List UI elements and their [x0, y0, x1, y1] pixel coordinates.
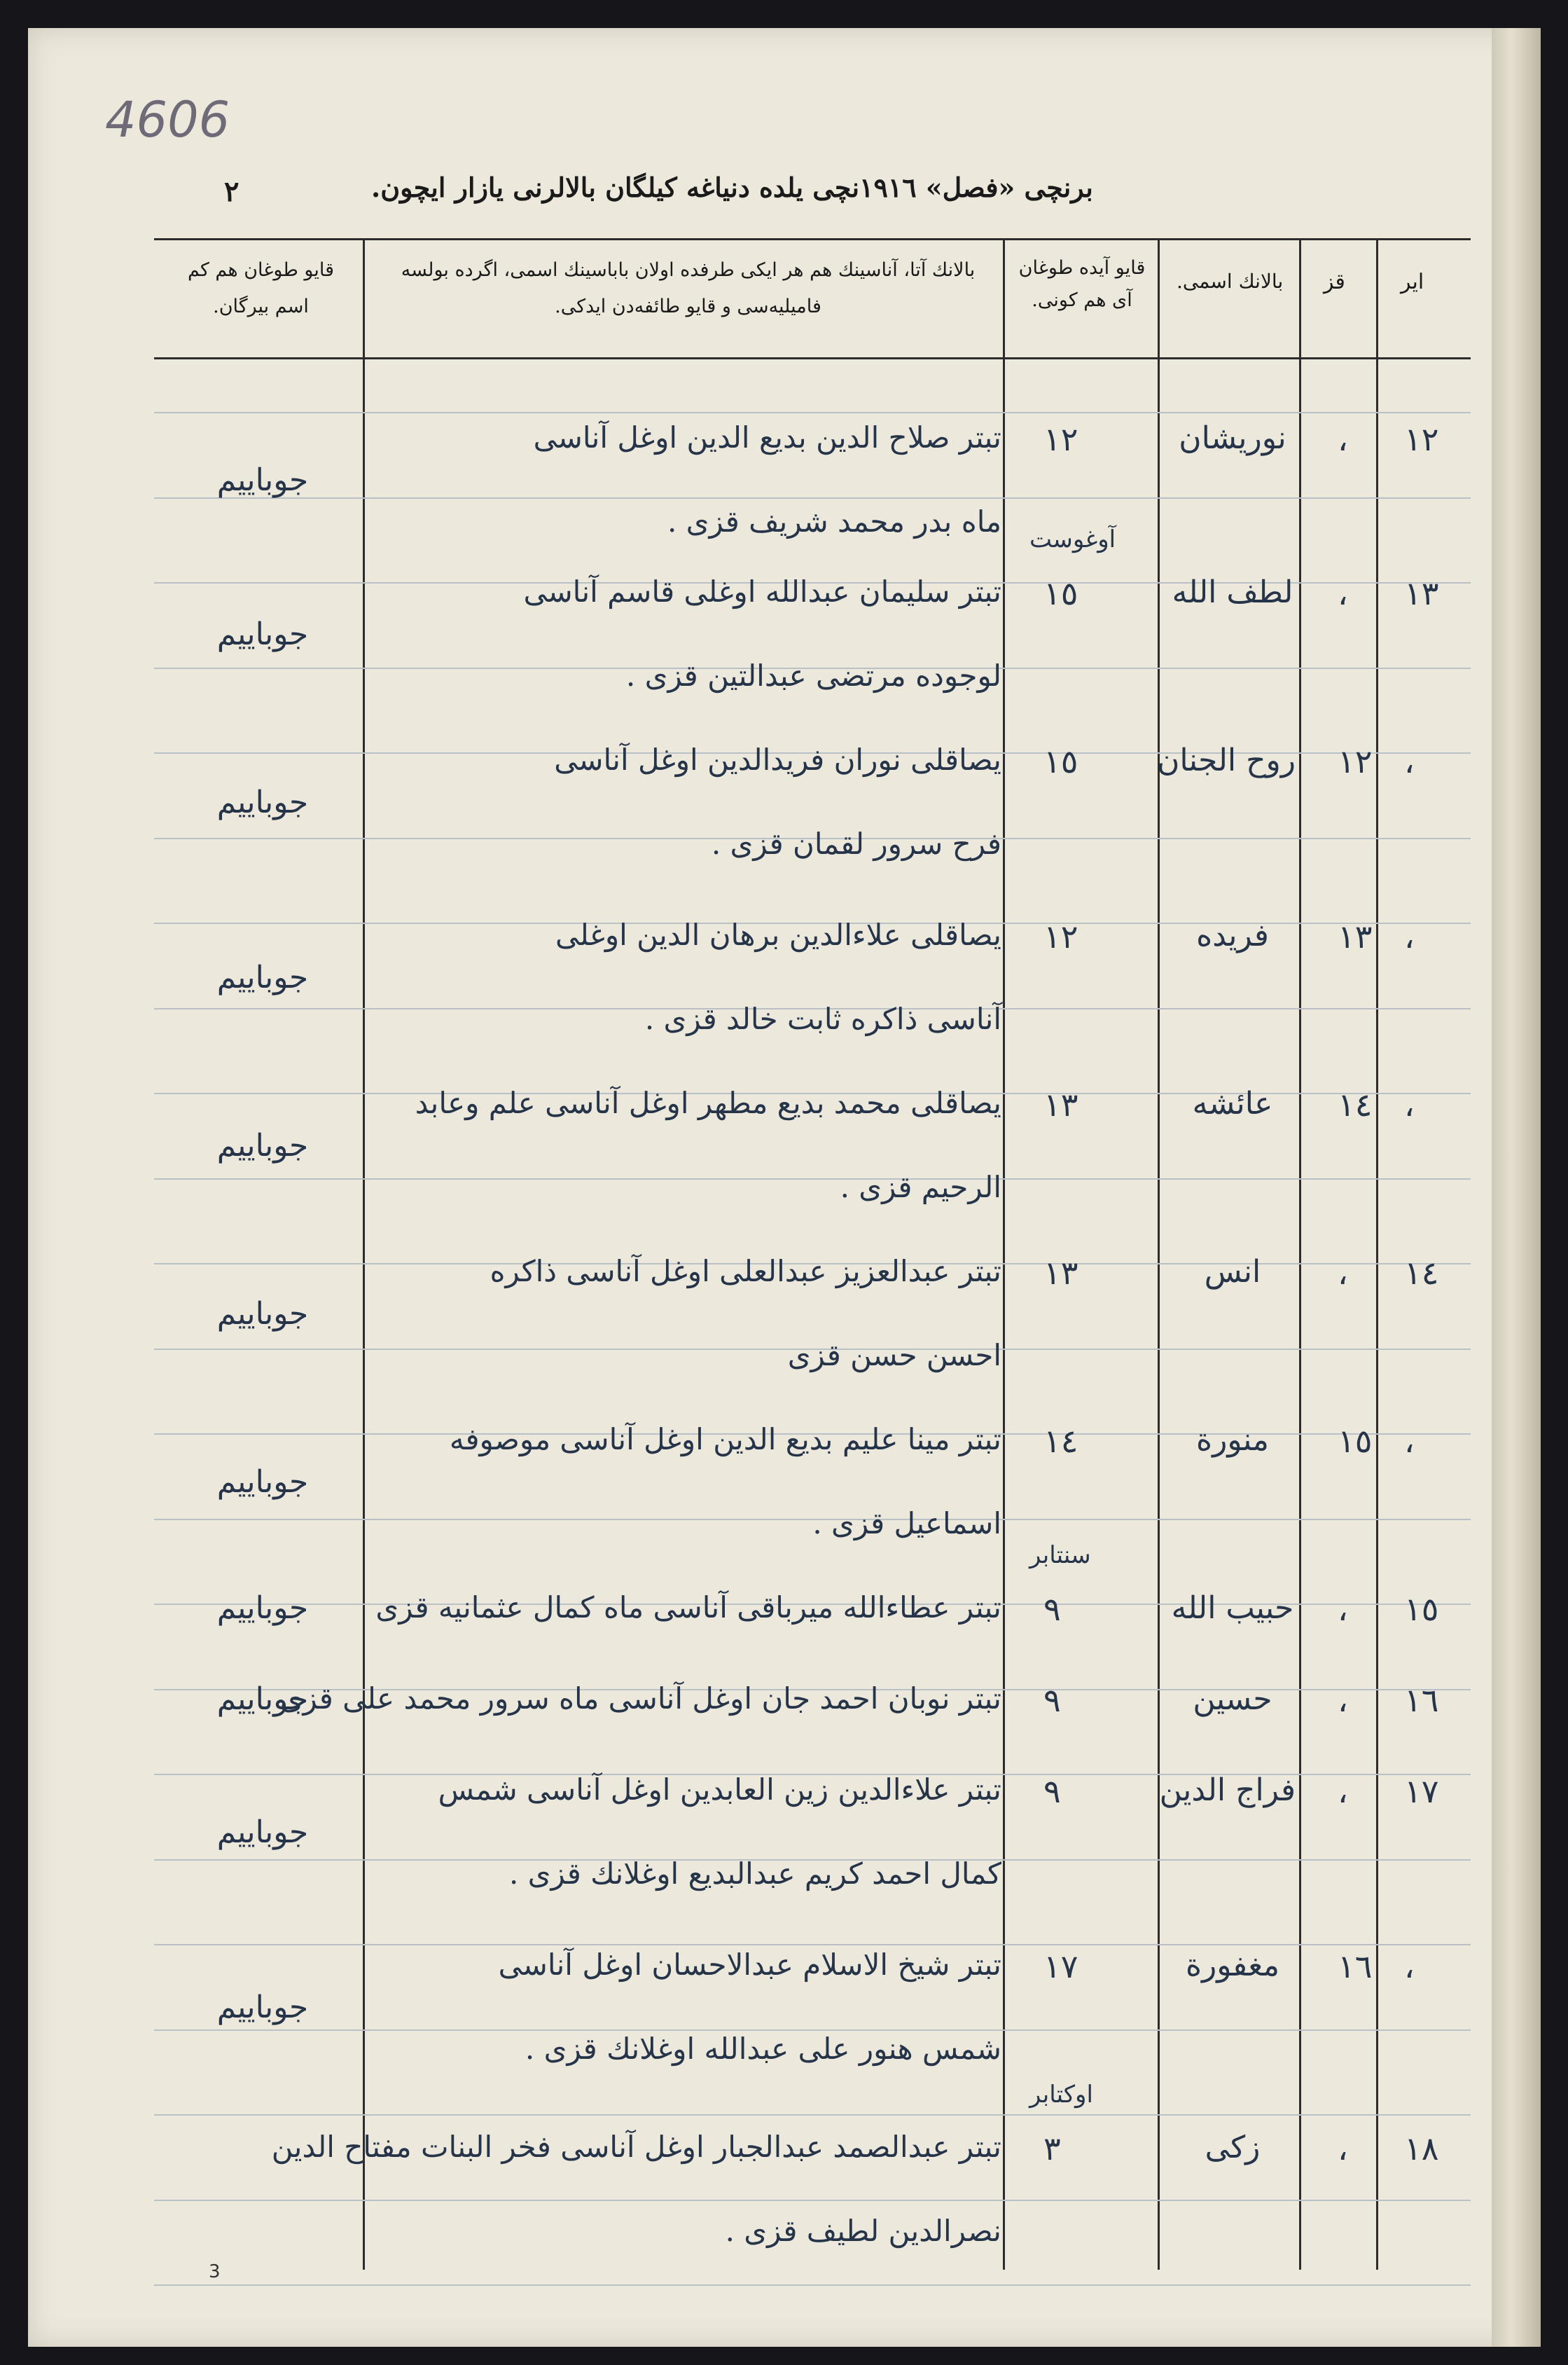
entry-parents-line: یصاقلی محمد بدیع مطهر اوغل آناسی علم وعابد: [415, 1086, 1001, 1120]
entry-parents-line: تبتر نوبان احمد جان اوغل آناسی ماه سرور محمد علی قزی: [279, 1681, 1001, 1716]
entry-parents-line: آناسی ذاکره ثابت خالد قزی .: [644, 1002, 1001, 1036]
entry-qiz: ،: [1338, 420, 1348, 458]
entry-ir: ١٣: [1404, 574, 1439, 612]
entry-parents-line: تبتر سلیمان عبدالله اوغلی قاسم آناسی: [523, 574, 1001, 609]
entry-name: فریده: [1196, 918, 1269, 953]
entry-ir: ١٦: [1404, 1681, 1439, 1719]
entry-registrar: جوباییم: [216, 1590, 309, 1626]
entry-registrar: جوباییم: [216, 1990, 309, 2025]
page-title: برنچی «فصل» ١٩١٦نچی یلده دنیاغه کیلگان بالالرنی یازار ایچون.: [371, 172, 1093, 203]
entry-qiz: ،: [1338, 1681, 1348, 1719]
header-bottom-rule: [154, 357, 1471, 359]
entry-ir: ١٧: [1404, 1772, 1439, 1810]
col-divider-registrar: [363, 238, 365, 2270]
archive-number: 4606: [105, 91, 230, 149]
entry-day: ١٥: [1043, 743, 1078, 780]
entry-name: روح الجنان: [1157, 743, 1296, 778]
entry-parents-line: یصاقلی علاءالدین برهان الدین اوغلی: [555, 918, 1001, 952]
ruled-line: [154, 412, 1471, 413]
entry-qiz: ،: [1338, 1254, 1348, 1292]
entry-day: ١٥: [1043, 574, 1078, 612]
book-spine: [1492, 28, 1541, 2347]
entry-parents-line: لوجوده مرتضی عبدالتین قزی .: [625, 659, 1001, 693]
col-header-registrar: قایو طوغان هم کم اسم بیرگان.: [188, 259, 334, 317]
entry-registrar: جوباییم: [216, 1464, 309, 1500]
entry-ir: ١٢: [1404, 420, 1439, 458]
entry-parents-line: تبتر عطاءالله میرباقی آناسی ماه کمال عثمانیه قزی: [375, 1590, 1001, 1625]
entry-day: ١٣: [1043, 1086, 1078, 1124]
col-divider-parents: [1003, 238, 1005, 2270]
entry-ir: ،: [1404, 1422, 1415, 1460]
footer-mark: 3: [209, 2261, 221, 2282]
entry-name: فراج الدین: [1159, 1772, 1296, 1808]
entry-name: حسین: [1193, 1681, 1272, 1717]
entry-name: منورة: [1196, 1422, 1269, 1458]
entry-registrar: جوباییم: [216, 1296, 309, 1332]
entry-registrar: جوباییم: [216, 1814, 309, 1850]
entry-month: سنتابر: [1029, 1541, 1091, 1569]
ruled-line: [154, 2284, 1471, 2286]
entry-parents-line: اسماعیل قزی .: [812, 1506, 1001, 1540]
entry-parents-line: یصاقلی نوران فریدالدین اوغل آناسی: [554, 743, 1001, 777]
ruled-line: [154, 2200, 1471, 2201]
entry-day: ١٤: [1043, 1422, 1078, 1460]
col-divider-qiz: [1376, 238, 1378, 2270]
entry-parents-line: کمال احمد کریم عبدالبدیع اوغلانك قزی .: [508, 1856, 1001, 1891]
entry-day: ١٧: [1043, 1947, 1078, 1985]
entry-registrar: جوباییم: [216, 960, 309, 995]
entry-day: ١٢: [1043, 918, 1078, 956]
entry-day: ١٣: [1043, 1254, 1078, 1292]
entry-parents-line: نصرالدین لطیف قزی .: [725, 2214, 1001, 2248]
entry-qiz: ،: [1338, 1772, 1348, 1810]
entry-parents-line: تبتر شیخ الاسلام عبدالاحسان اوغل آناسی: [498, 1947, 1001, 1982]
entry-day: ٣: [1043, 2130, 1061, 2167]
entry-parents-line: تبتر عبدالصمد عبدالجبار اوغل آناسی فخر البنات مفتاح الدین: [271, 2130, 1001, 2164]
entry-qiz: ،: [1338, 1590, 1348, 1628]
entry-ir: ،: [1404, 1086, 1415, 1124]
col-header-ir: ایر: [1401, 270, 1424, 294]
entry-parents-line: احسن حسن قزی: [787, 1338, 1001, 1372]
ruled-line: [154, 2114, 1471, 2116]
entry-name: عائشه: [1192, 1086, 1273, 1122]
entry-registrar: جوباییم: [216, 616, 309, 652]
entry-day: ٩: [1043, 1772, 1061, 1810]
entry-parents-line: تبتر عبدالعزیز عبدالعلی اوغل آناسی ذاکره: [490, 1254, 1001, 1288]
col-header-qiz: قز: [1324, 270, 1345, 294]
entry-ir: ،: [1404, 918, 1415, 956]
entry-name: حبیب الله: [1171, 1590, 1294, 1626]
entry-qiz: ١٣: [1338, 918, 1373, 956]
ledger-page: [28, 28, 1541, 2347]
col-divider-birth: [1158, 238, 1160, 2270]
entry-qiz: ١٥: [1338, 1422, 1373, 1460]
entry-name: لطف الله: [1172, 574, 1293, 610]
entry-registrar: جوباییم: [216, 462, 309, 498]
entry-name: نوریشان: [1179, 420, 1286, 456]
entry-parents-line: تبتر علاءالدین زین العابدین اوغل آناسی شمس: [438, 1772, 1001, 1807]
entry-parents-line: الرحیم قزی .: [840, 1170, 1001, 1204]
entry-registrar: جوباییم: [216, 1681, 309, 1717]
col-header-birth: قایو آیده طوغان آی هم کونی.: [1018, 257, 1146, 311]
entry-day: ١٢: [1043, 420, 1078, 458]
ruled-line: [154, 1944, 1471, 1945]
entry-parents-line: تبتر صلاح الدین بدیع الدین اوغل آناسی: [533, 420, 1001, 455]
entry-day: ٩: [1043, 1681, 1061, 1719]
entry-month: آوغوست: [1029, 525, 1116, 553]
entry-registrar: جوباییم: [216, 785, 309, 820]
page-number: ٢: [224, 175, 240, 208]
entry-day: ٩: [1043, 1590, 1061, 1628]
entry-qiz: ،: [1338, 2130, 1348, 2167]
entry-parents-line: شمس هنور علی عبدالله اوغلانك قزی .: [525, 2032, 1001, 2066]
entry-ir: ،: [1404, 743, 1415, 780]
entry-qiz: ١٢: [1338, 743, 1373, 780]
entry-name: انس: [1204, 1254, 1261, 1290]
entry-registrar: جوباییم: [216, 1128, 309, 1164]
entry-ir: ١٤: [1404, 1254, 1439, 1292]
col-header-name: بالانك اسمی.: [1177, 270, 1284, 293]
entry-parents-line: فرح سرور لقمان قزی .: [711, 827, 1001, 861]
entry-parents-line: ماه بدر محمد شریف قزی .: [667, 504, 1001, 539]
entry-qiz: ١٦: [1338, 1947, 1373, 1985]
entry-qiz: ،: [1338, 574, 1348, 612]
entry-ir: ١٥: [1404, 1590, 1439, 1628]
entry-qiz: ١٤: [1338, 1086, 1373, 1124]
ruled-line: [154, 2029, 1471, 2031]
entry-name: مغفورة: [1185, 1947, 1280, 1983]
entry-parents-line: تبتر مینا علیم بدیع الدین اوغل آناسی موصوفه: [449, 1422, 1001, 1456]
col-divider-name: [1299, 238, 1301, 2270]
entry-name: زکی: [1205, 2130, 1261, 2165]
header-top-rule: [154, 238, 1471, 240]
entry-ir: ،: [1404, 1947, 1415, 1985]
entry-month: اوکتابر: [1029, 2081, 1093, 2109]
col-header-parents: بالانك آتا، آناسینك هم هر ایکی طرفده اولان باباسینك اسمی، اگرده بولسه فامیلیه‌سی و قایو طائفه‌دن ایدکی.: [401, 259, 976, 317]
entry-ir: ١٨: [1404, 2130, 1439, 2167]
